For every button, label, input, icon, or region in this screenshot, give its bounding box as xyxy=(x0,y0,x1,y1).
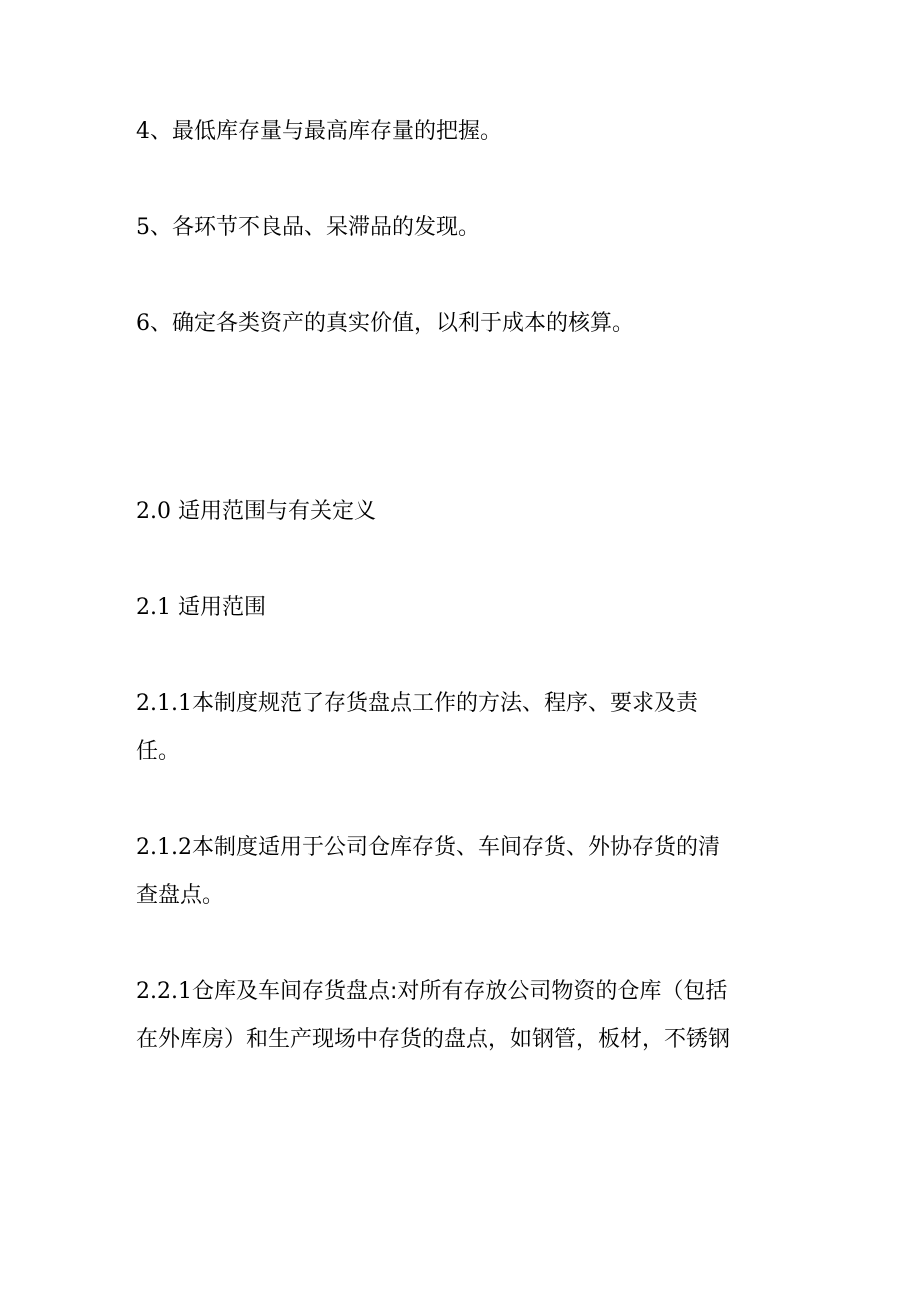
section-title: 适用范围 xyxy=(178,595,267,620)
list-item-5 xyxy=(136,212,480,244)
clause-text: 本制度适用于公司仓库存货、车间存货、外协存货的清 xyxy=(191,835,720,860)
clause-number: 2.1.2 xyxy=(136,835,192,860)
clause-2-1-2-line-2 xyxy=(136,880,224,912)
clause-2-2-1-line-1 xyxy=(136,976,727,1008)
section-number: 2.0 xyxy=(136,499,171,524)
section-heading-2-1 xyxy=(136,592,266,624)
section-heading-2-0 xyxy=(136,496,376,528)
item-text: 、确定各类资产的真实价值，以利于成本的核算。 xyxy=(150,311,635,336)
clause-text: 仓库及车间存货盘点:对所有存放公司物资的仓库（包括 xyxy=(191,979,728,1004)
section-title: 适用范围与有关定义 xyxy=(178,499,377,524)
clause-number: 2.1.1 xyxy=(136,691,192,716)
clause-text: 在外库房）和生产现场中存货的盘点，如钢管，板材，不锈钢 xyxy=(136,1027,731,1052)
clause-text: 查盘点。 xyxy=(136,883,225,908)
item-text: 、各环节不良品、呆滞品的发现。 xyxy=(150,215,481,240)
item-text: 、最低库存量与最高库存量的把握。 xyxy=(150,119,503,144)
clause-2-2-1-line-2 xyxy=(136,1024,730,1056)
clause-2-1-2-line-1 xyxy=(136,832,720,864)
clause-text: 本制度规范了存货盘点工作的方法、程序、要求及责 xyxy=(191,691,698,716)
section-number: 2.1 xyxy=(136,595,171,620)
list-item-6 xyxy=(136,308,634,340)
clause-2-1-1-line-1 xyxy=(136,688,698,720)
item-number: 6 xyxy=(136,311,150,336)
item-number: 4 xyxy=(136,119,150,144)
clause-text: 任。 xyxy=(136,739,181,764)
clause-number: 2.2.1 xyxy=(136,979,192,1004)
list-item-4 xyxy=(136,116,502,148)
item-number: 5 xyxy=(136,215,150,240)
clause-2-1-1-line-2 xyxy=(136,736,180,768)
